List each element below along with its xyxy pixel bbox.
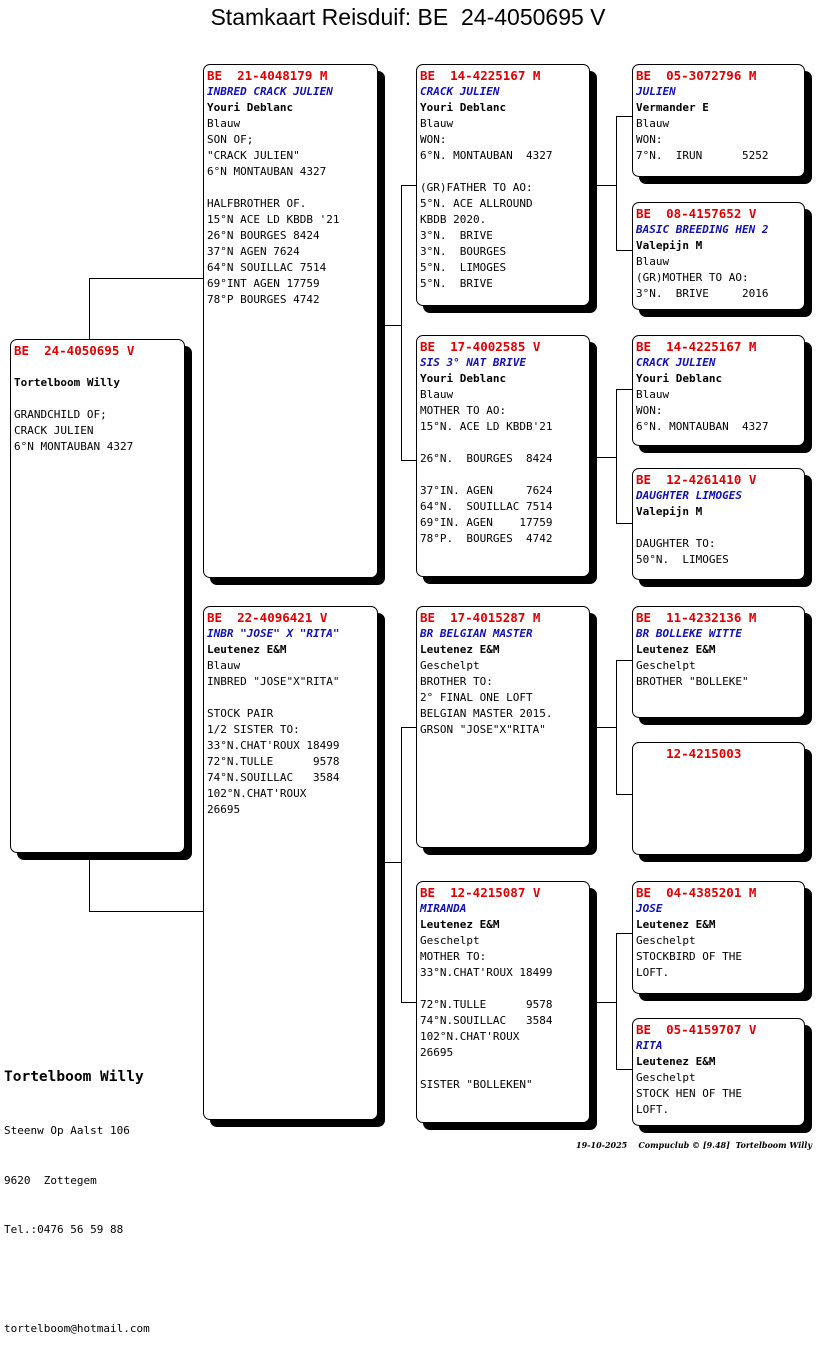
info-line: GRSON "JOSE"X"RITA" xyxy=(420,723,546,736)
connector-line xyxy=(377,862,401,863)
pigeon-name: INBRED CRACK JULIEN xyxy=(207,85,333,98)
info-line: 1/2 SISTER TO: xyxy=(207,723,300,736)
info-line: BELGIAN MASTER 2015. xyxy=(420,707,553,720)
owner-name: Youri Deblanc xyxy=(420,372,507,385)
info-line: Blauw xyxy=(420,117,454,130)
ring-number: BE 05-4159707 V xyxy=(636,1022,757,1037)
pigeon-name: SIS 3° NAT BRIVE xyxy=(420,356,526,369)
info-line: Blauw xyxy=(636,388,670,401)
breeder-city: 9620 Zottegem xyxy=(4,1173,97,1187)
info-line: 78°P. BOURGES 4742 xyxy=(420,532,553,545)
owner-name: Leutenez E&M xyxy=(420,918,500,931)
owner-name: Youri Deblanc xyxy=(636,372,723,385)
info-line: 64°N. SOUILLAC 7514 xyxy=(420,500,553,513)
info-line: 15°N ACE LD KBDB '21 xyxy=(207,213,340,226)
owner-name: Leutenez E&M xyxy=(636,643,716,656)
info-line xyxy=(14,391,181,407)
info-line: 3°N. BRIVE xyxy=(420,229,493,242)
connector-line xyxy=(401,185,402,460)
connector-line xyxy=(89,852,90,912)
pigeon-card-ffm xyxy=(632,202,805,310)
connector-line xyxy=(616,660,617,795)
ring-number: BE 08-4157652 V xyxy=(636,206,757,221)
info-line: 15°N. ACE LD KBDB'21 xyxy=(420,420,553,433)
info-line xyxy=(207,180,374,196)
info-line: 102°N.CHAT'ROUX xyxy=(420,1030,520,1043)
info-line: KBDB 2020. xyxy=(420,213,487,226)
info-line: 6°N MONTAUBAN 4327 xyxy=(14,440,134,453)
connector-line xyxy=(616,250,633,251)
info-line xyxy=(14,359,181,375)
info-line: 26°N. BOURGES 8424 xyxy=(420,452,553,465)
pigeon-card-father-mother xyxy=(416,335,590,577)
owner-name: Valepijn M xyxy=(636,239,703,252)
owner-name: Leutenez E&M xyxy=(420,643,500,656)
ring-number: BE 11-4232136 M xyxy=(636,610,757,625)
connector-line xyxy=(616,389,633,390)
connector-line xyxy=(616,389,617,524)
ring-number: BE 14-4225167 M xyxy=(636,339,757,354)
info-line: LOFT. xyxy=(636,966,670,979)
connector-line xyxy=(89,278,204,279)
footer-credit: 19-10-2025 Compuclub © [9.48] Tortelboom Willy xyxy=(576,1140,812,1150)
pigeon-card-fmf xyxy=(632,335,805,446)
info-line: 74°N.SOUILLAC 3584 xyxy=(207,771,340,784)
info-line: 5°N. BRIVE xyxy=(420,277,493,290)
info-line: WON: xyxy=(636,404,663,417)
info-line: 26695 xyxy=(420,1046,454,1059)
info-line: 69°INT AGEN 17759 xyxy=(207,277,320,290)
info-line: 6°N. MONTAUBAN 4327 xyxy=(420,149,553,162)
info-line: WON: xyxy=(636,133,663,146)
breeder-phone: Tel.:0476 56 59 88 xyxy=(4,1223,124,1236)
ring-number: BE 14-4225167 M xyxy=(420,68,541,83)
owner-name: Leutenez E&M xyxy=(207,643,287,656)
owner-name: Vermander E xyxy=(636,101,709,114)
ring-number: BE 17-4015287 M xyxy=(420,610,541,625)
pigeon-card-father xyxy=(203,64,378,578)
connector-line xyxy=(89,278,90,340)
owner-name: Youri Deblanc xyxy=(207,101,294,114)
owner-name: Youri Deblanc xyxy=(420,101,507,114)
ring-number: BE 12-4261410 V xyxy=(636,472,757,487)
info-line: 74°N.SOUILLAC 3584 xyxy=(420,1014,553,1027)
ring-number: BE 21-4048179 M xyxy=(207,68,328,83)
info-line: 33°N.CHAT'ROUX 18499 xyxy=(420,966,553,979)
info-line: BROTHER TO: xyxy=(420,675,493,688)
info-line: Tortelboom Willy xyxy=(14,376,120,389)
info-line: DAUGHTER TO: xyxy=(636,537,716,550)
info-line: 37°IN. AGEN 7624 xyxy=(420,484,553,497)
connector-line xyxy=(616,660,633,661)
connector-line xyxy=(616,116,617,251)
info-line: 78°P BOURGES 4742 xyxy=(207,293,320,306)
connector-line xyxy=(616,794,633,795)
info-line: Blauw xyxy=(420,388,454,401)
info-line: 72°N.TULLE 9578 xyxy=(420,998,553,1011)
connector-line xyxy=(616,1069,633,1070)
info-line: 69°IN. AGEN 17759 xyxy=(420,516,553,529)
info-line: 3°N. BOURGES xyxy=(420,245,507,258)
pigeon-card-mmm xyxy=(632,1018,805,1126)
info-line: MOTHER TO AO: xyxy=(420,404,507,417)
connector-line xyxy=(89,911,204,912)
ring-number: BE 04-4385201 M xyxy=(636,885,757,900)
info-line: CRACK JULIEN xyxy=(14,424,94,437)
pigeon-name: CRACK JULIEN xyxy=(420,85,500,98)
info-line: STOCK HEN OF THE xyxy=(636,1087,742,1100)
info-line: INBRED "JOSE"X"RITA" xyxy=(207,675,340,688)
info-line: MOTHER TO: xyxy=(420,950,487,963)
info-line: 3°N. BRIVE 2016 xyxy=(636,287,769,300)
info-line: (GR)FATHER TO AO: xyxy=(420,181,533,194)
info-line: 26°N BOURGES 8424 xyxy=(207,229,320,242)
connector-line xyxy=(401,727,402,1003)
info-line: 26695 xyxy=(207,803,241,816)
info-line: 72°N.TULLE 9578 xyxy=(207,755,340,768)
info-line: Geschelpt xyxy=(636,934,696,947)
ring-number: BE 24-4050695 V xyxy=(14,343,135,358)
info-line: Blauw xyxy=(207,659,241,672)
breeder-name: Tortelboom Willy xyxy=(4,1069,144,1085)
owner-name: Leutenez E&M xyxy=(636,918,716,931)
pigeon-card-fff xyxy=(632,64,805,177)
info-line: Blauw xyxy=(636,117,670,130)
info-line xyxy=(420,435,586,451)
connector-line xyxy=(590,1002,616,1003)
connector-line xyxy=(616,523,633,524)
info-line: "CRACK JULIEN" xyxy=(207,149,300,162)
connector-line xyxy=(616,933,633,934)
info-line: 2° FINAL ONE LOFT xyxy=(420,691,533,704)
info-line: 102°N.CHAT'ROUX xyxy=(207,787,307,800)
pigeon-card-fmm xyxy=(632,468,805,580)
pigeon-name: JULIEN xyxy=(636,85,676,98)
breeder-address: Steenw Op Aalst 106 xyxy=(4,1124,130,1137)
info-line xyxy=(420,164,586,180)
info-line: 5°N. ACE ALLROUND xyxy=(420,197,533,210)
info-line: Blauw xyxy=(207,117,241,130)
connector-line xyxy=(590,727,616,728)
pigeon-name: BR BOLLEKE WITTE xyxy=(636,627,742,640)
pigeon-name: INBR "JOSE" X "RITA" xyxy=(207,627,340,640)
pigeon-card-mother xyxy=(203,606,378,1120)
info-line: GRANDCHILD OF; xyxy=(14,408,107,421)
connector-line xyxy=(401,1002,417,1003)
info-line xyxy=(207,690,374,706)
info-line: Geschelpt xyxy=(636,659,696,672)
info-line: 37°N AGEN 7624 xyxy=(207,245,300,258)
info-line: HALFBROTHER OF. xyxy=(207,197,307,210)
ring-number: 12-4215003 xyxy=(636,746,742,761)
pigeon-card-subject xyxy=(10,339,185,853)
info-line xyxy=(636,520,801,536)
info-line xyxy=(420,981,586,997)
info-line: 6°N. MONTAUBAN 4327 xyxy=(636,420,769,433)
info-line: (GR)MOTHER TO AO: xyxy=(636,271,749,284)
info-line: STOCKBIRD OF THE xyxy=(636,950,742,963)
connector-line xyxy=(616,933,617,1070)
connector-line xyxy=(377,325,401,326)
info-line: 64°N SOUILLAC 7514 xyxy=(207,261,327,274)
pigeon-card-mfm xyxy=(632,742,805,855)
info-line xyxy=(420,467,586,483)
info-line: 7°N. IRUN 5252 xyxy=(636,149,769,162)
pigeon-name: JOSE xyxy=(636,902,663,915)
pigeon-card-mother-father xyxy=(416,606,590,848)
owner-name: Valepijn M xyxy=(636,505,703,518)
pigeon-card-mother-mother xyxy=(416,881,590,1123)
page-title: Stamkaart Reisduif: BE 24-4050695 V xyxy=(210,4,606,30)
info-line: Blauw xyxy=(636,255,670,268)
info-line: SON OF; xyxy=(207,133,254,146)
pigeon-card-mmf xyxy=(632,881,805,994)
ring-number: BE 05-3072796 M xyxy=(636,68,757,83)
pigeon-name: BASIC BREEDING HEN 2 xyxy=(636,223,769,236)
info-line: BROTHER "BOLLEKE" xyxy=(636,675,749,688)
connector-line xyxy=(590,185,616,186)
connector-line xyxy=(590,457,616,458)
connector-line xyxy=(401,460,417,461)
info-line: SISTER "BOLLEKEN" xyxy=(420,1078,533,1091)
owner-name: Leutenez E&M xyxy=(636,1055,716,1068)
info-line: 5°N. LIMOGES xyxy=(420,261,507,274)
info-line: Geschelpt xyxy=(636,1071,696,1084)
pigeon-name: BR BELGIAN MASTER xyxy=(420,627,533,640)
info-line: STOCK PAIR xyxy=(207,707,274,720)
ring-number: BE 22-4096421 V xyxy=(207,610,328,625)
pigeon-card-father-father xyxy=(416,64,590,306)
ring-number: BE 12-4215087 V xyxy=(420,885,541,900)
breeder-email: tortelboom@hotmail.com xyxy=(4,1321,150,1335)
info-line: 6°N MONTAUBAN 4327 xyxy=(207,165,327,178)
info-line: 33°N.CHAT'ROUX 18499 xyxy=(207,739,340,752)
pigeon-name: MIRANDA xyxy=(420,902,467,915)
connector-line xyxy=(401,185,417,186)
pigeon-name: CRACK JULIEN xyxy=(636,356,716,369)
pigeon-name: DAUGHTER LIMOGES xyxy=(636,489,742,502)
info-line xyxy=(420,1061,586,1077)
pigeon-name: RITA xyxy=(636,1039,663,1052)
info-line: Geschelpt xyxy=(420,659,480,672)
connector-line xyxy=(401,727,417,728)
connector-line xyxy=(616,116,633,117)
ring-number: BE 17-4002585 V xyxy=(420,339,541,354)
info-line: LOFT. xyxy=(636,1103,670,1116)
info-line: WON: xyxy=(420,133,447,146)
breeder-info xyxy=(4,1034,150,1354)
info-line: Geschelpt xyxy=(420,934,480,947)
pigeon-card-mff xyxy=(632,606,805,718)
info-line: 50°N. LIMOGES xyxy=(636,553,729,566)
